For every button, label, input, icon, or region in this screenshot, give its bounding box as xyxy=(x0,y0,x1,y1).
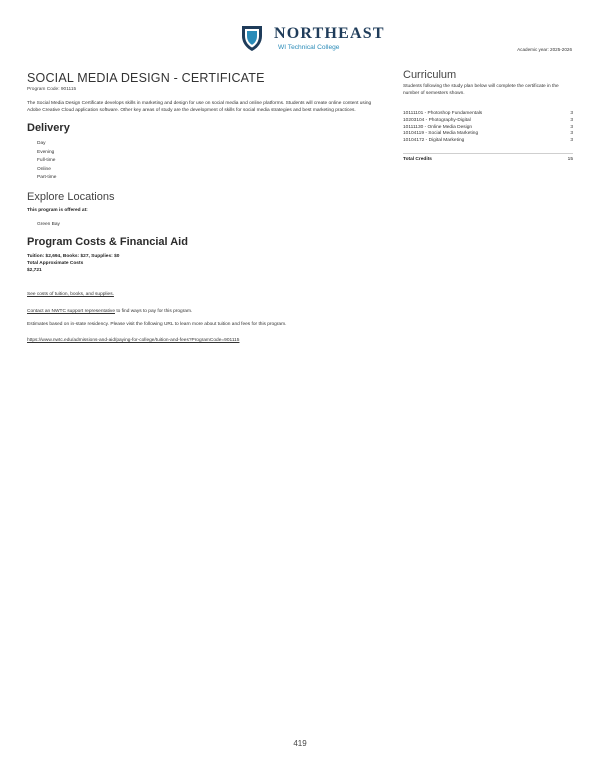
contact-support-link[interactable]: Contact an NWTC support representative xyxy=(27,308,115,314)
contact-paragraph xyxy=(27,308,382,315)
delivery-heading: Delivery xyxy=(27,122,70,135)
course-credits: 3 xyxy=(570,117,573,123)
curriculum-description: Students following the study plan below will complete the certificate in the number of semesters shown. xyxy=(403,84,559,96)
page-number: 419 xyxy=(293,739,307,748)
course-divider xyxy=(403,153,573,154)
total-credits-label: Total Credits xyxy=(403,156,432,162)
location-item: Green Bay xyxy=(37,221,60,227)
curriculum-panel xyxy=(403,69,573,162)
tuition-url-link[interactable]: https://www.nwtc.edu/admissions-and-aid/paying-for-college/tuition-and-fees?ProgramCode=901115 xyxy=(27,337,240,343)
academic-year: Academic year: 2025-2026 xyxy=(517,47,572,52)
program-title: SOCIAL MEDIA DESIGN - CERTIFICATE xyxy=(27,71,265,85)
course-credits: 3 xyxy=(570,124,573,130)
delivery-item: Full-time xyxy=(37,158,56,164)
logo-name: NORTHEAST xyxy=(274,25,385,42)
page-header xyxy=(0,22,600,62)
cost-breakdown: Tuition: $2,694, Books: $27, Supplies: $0 xyxy=(27,253,120,259)
costs-heading: Program Costs & Financial Aid xyxy=(27,235,188,248)
program-description: The Social Media Design Certificate develops skills in marketing and design for use on social media and online platforms. Students will create online content using Adobe Creative Cloud application software. Other key areas of study are the development of skills for social media strategies and best marketing practices. xyxy=(27,101,372,114)
contact-text: to find ways to pay for this program. xyxy=(114,308,193,314)
course-row xyxy=(403,118,573,125)
delivery-item: Online xyxy=(37,166,51,172)
college-logo[interactable] xyxy=(240,22,385,58)
course-credits: 3 xyxy=(570,138,573,144)
logo-subtitle: WI Technical College xyxy=(278,44,340,51)
course-name: 10111130 - Online Media Design xyxy=(403,124,473,130)
total-costs-label: Total Approximate Costs xyxy=(27,260,84,266)
delivery-item: Day xyxy=(37,141,46,147)
course-credits: 3 xyxy=(570,111,573,116)
offered-at-label: This program is offered at: xyxy=(27,207,88,213)
curriculum-heading: Curriculum xyxy=(403,69,457,81)
course-row xyxy=(403,111,573,118)
program-details xyxy=(27,71,382,346)
course-row xyxy=(403,138,573,145)
delivery-item: Part-time xyxy=(37,175,57,181)
course-credits: 3 xyxy=(570,131,573,137)
course-name: 10111101 - Photoshop Fundamentals xyxy=(403,111,483,116)
course-name: 10203104 - Photography-Digital xyxy=(403,117,471,123)
total-credits-row xyxy=(403,157,573,162)
shield-logo-icon xyxy=(240,24,264,52)
locations-heading: Explore Locations xyxy=(27,190,115,203)
total-costs-value: $2,721 xyxy=(27,267,42,273)
course-name: 10104119 - Social Media Marketing xyxy=(403,131,479,137)
course-name: 10104172 - Digital Marketing xyxy=(403,138,465,144)
program-code: Program Code: 901115 xyxy=(27,87,77,92)
course-list xyxy=(403,111,573,145)
delivery-item: Evening xyxy=(37,149,55,155)
delivery-list xyxy=(37,140,382,183)
costs-link[interactable]: See costs of tuition, books, and supplies. xyxy=(27,291,114,297)
estimate-note: Estimates based on in-state residency. Please visit the following URL to learn more about tuition and fees for this program. xyxy=(27,321,287,327)
total-credits-value: 15 xyxy=(567,156,573,162)
